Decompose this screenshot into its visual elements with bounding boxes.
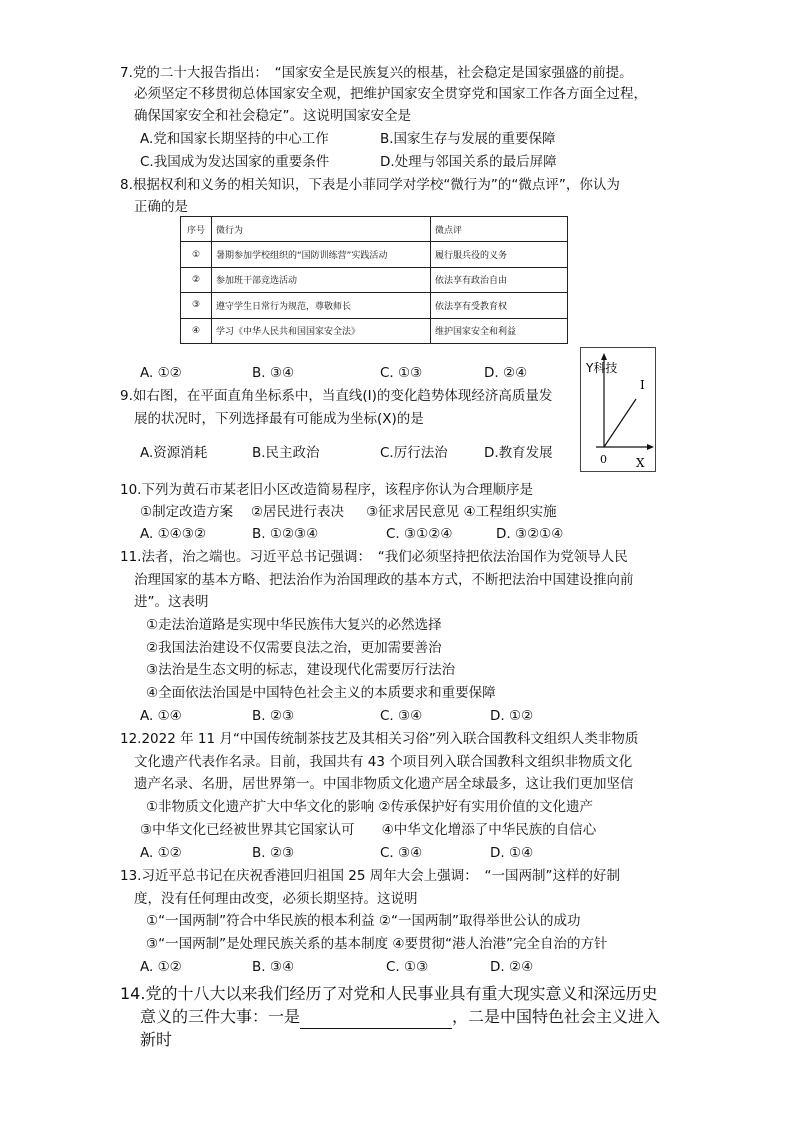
q14-text-after-blank: ，二是中国特色社会主义进入 — [452, 1007, 661, 1026]
q13-statements-1-2: ①“一国两制”符合中华民族的根本利益 ②“一国两制”取得举世公认的成功 — [146, 913, 581, 929]
table-header-cell: 微点评 — [431, 217, 568, 242]
q14-text-before-blank: 意义的三件大事：一是 — [140, 1007, 301, 1026]
q12-option-b: B. ②③ — [252, 845, 295, 861]
q11-statement-4: ④全面依法治国是中国特色社会主义的本质要求和重要保障 — [146, 685, 496, 701]
table-cell: 依法享有政治自由 — [431, 267, 568, 292]
q10-option-a: A. ①④③② — [140, 526, 206, 542]
q8-stem-line1: 8.根据权利和义务的相关知识，下表是小菲同学对学校“微行为”的“微点评”，你认为 — [120, 177, 620, 193]
q7-option-a: A.党和国家长期坚持的中心工作 — [140, 131, 329, 147]
table-row — [181, 293, 568, 318]
graph-origin-label: 0 — [600, 453, 607, 466]
q12-option-d: D. ①④ — [490, 845, 534, 861]
table-cell: 依法享有受教育权 — [431, 293, 568, 318]
q11-option-c: C. ③④ — [380, 708, 423, 724]
table-cell: 维护国家安全和利益 — [431, 318, 568, 343]
q13-option-a: A. ①② — [140, 959, 182, 975]
q11-stem-line2: 治理国家的基本方略、把法治作为治国理政的基本方式，不断把法治中国建设推向前 — [134, 572, 634, 588]
q11-stem-line3: 进”。这表明 — [134, 594, 209, 610]
table-header-cell: 微行为 — [212, 217, 431, 242]
q9-option-c: C.厉行法治 — [380, 445, 448, 461]
q8-option-a: A. ①② — [140, 365, 182, 381]
q11-option-a: A. ①④ — [140, 708, 182, 724]
q13-option-c: C. ①③ — [386, 959, 429, 975]
q7-option-d: D.处理与邻国关系的最后屏障 — [380, 154, 557, 170]
table-cell: 学习《中华人民共和国国家安全法》 — [212, 318, 431, 343]
table-row — [181, 318, 568, 343]
q7-option-b: B.国家生存与发展的重要保障 — [380, 131, 556, 147]
q14-stem-line3: 新时 — [140, 1030, 173, 1049]
q9-coordinate-figure — [580, 347, 656, 472]
q7-stem-line1: 7.党的二十大报告指出： “国家安全是民族复兴的根基，社会稳定是国家强盛的前提。 — [120, 65, 633, 81]
table-cell: ③ — [181, 293, 212, 318]
table-cell: ② — [181, 267, 212, 292]
q13-stem-line2: 度，没有任何理由改变，必须长期坚持。这说明 — [134, 891, 418, 907]
q11-statement-1: ①走法治道路是实现中华民族伟大复兴的必然选择 — [146, 617, 442, 633]
q7-option-c: C.我国成为发达国家的重要条件 — [140, 154, 330, 170]
q7-stem-line2: 必须坚定不移贯彻总体国家安全观，把维护国家安全贯穿党和国家工作各方面全过程， — [134, 86, 647, 102]
q9-stem-line1: 9.如右图，在平面直角坐标系中，当直线(I)的变化趋势体现经济高质量发 — [120, 388, 553, 404]
q12-option-c: C. ③④ — [380, 845, 423, 861]
q13-option-b: B. ③④ — [252, 959, 295, 975]
q10-option-c: C. ③①②④ — [386, 526, 453, 542]
q9-stem-line2: 展的状况时，下列选择最有可能成为坐标(X)的是 — [134, 411, 424, 427]
q12-option-a: A. ①② — [140, 845, 182, 861]
q11-option-d: D. ①② — [490, 708, 534, 724]
q8-option-d: D. ②④ — [484, 365, 528, 381]
q7-stem-line3: 确保国家安全和社会稳定”。这说明国家安全是 — [134, 108, 411, 124]
q14-stem-line1: 14.党的十八大以来我们经历了对党和人民事业具有重大现实意义和深远历史 — [120, 984, 658, 1003]
graph-x-label: X — [636, 456, 645, 470]
graph-y-label: Y科技 — [586, 361, 618, 375]
q8-stem-line2: 正确的是 — [134, 199, 188, 215]
q8-option-c: C. ①③ — [380, 365, 423, 381]
answer-blank[interactable] — [300, 1011, 452, 1029]
q8-option-b: B. ③④ — [252, 365, 295, 381]
q10-steps: ①制定改造方案 ②居民进行表决 ③征求居民意见 ④工程组织实施 — [140, 504, 557, 520]
q9-option-a: A.资源消耗 — [140, 445, 208, 461]
q13-stem-line1: 13.习近平总书记在庆祝香港回归祖国 25 周年大会上强调： “一国两制”这样的好制 — [120, 868, 620, 884]
q12-stem-line1: 12.2022 年 11 月“中国传统制茶技艺及其相关习俗”列入联合国教科文组织人类非物质 — [120, 731, 639, 747]
q11-stem-line1: 11.法者，治之端也。习近平总书记强调： “我们必须坚持把依法治国作为党领导人民 — [120, 549, 628, 565]
q13-option-d: D. ②④ — [490, 959, 534, 975]
q12-stem-line2: 文化遗产代表作名录。目前，我国共有 43 个项目列入联合国教科文组织非物质文化 — [134, 754, 633, 770]
graph-line-label: I — [640, 378, 645, 392]
q12-stem-line3: 遗产名录、名册，居世界第一。中国非物质文化遗产居全球最多，这让我们更加坚信 — [134, 776, 634, 792]
q9-option-b: B.民主政治 — [252, 445, 320, 461]
q8-table — [180, 216, 568, 344]
q10-stem-line1: 10.下列为黄石市某老旧小区改造简易程序，该程序你认为合理顺序是 — [120, 482, 533, 498]
table-cell: 参加班干部竞选活动 — [212, 267, 431, 292]
table-cell: ④ — [181, 318, 212, 343]
q11-statement-3: ③法治是生态文明的标志，建设现代化需要厉行法治 — [146, 662, 456, 678]
table-cell: 遵守学生日常行为规范，尊敬师长 — [212, 293, 431, 318]
table-header-row — [181, 217, 568, 242]
q11-option-b: B. ②③ — [252, 708, 295, 724]
table-cell: ① — [181, 242, 212, 267]
q13-statements-3-4: ③“一国两制”是处理民族关系的基本制度 ④要贯彻“港人治港”完全自治的方针 — [146, 936, 608, 952]
q11-statement-2: ②我国法治建设不仅需要良法之治，更加需要善治 — [146, 640, 442, 656]
table-cell: 履行服兵役的义务 — [431, 242, 568, 267]
q10-option-b: B. ①②③④ — [252, 526, 319, 542]
q9-option-d: D.教育发展 — [484, 445, 553, 461]
table-cell: 暑期参加学校组织的“国防训练营”实践活动 — [212, 242, 431, 267]
q12-statements-3-4: ③中华文化已经被世界其它国家认可 ④中华文化增添了中华民族的自信心 — [140, 822, 597, 838]
table-row — [181, 242, 568, 267]
table-header-cell: 序号 — [181, 217, 212, 242]
q12-statements-1-2: ①非物质文化遗产扩大中华文化的影响 ②传承保护好有实用价值的文化遗产 — [146, 799, 593, 815]
q14-stem-line2 — [140, 1005, 660, 1029]
table-row — [181, 267, 568, 292]
q10-option-d: D. ③②①④ — [496, 526, 564, 542]
